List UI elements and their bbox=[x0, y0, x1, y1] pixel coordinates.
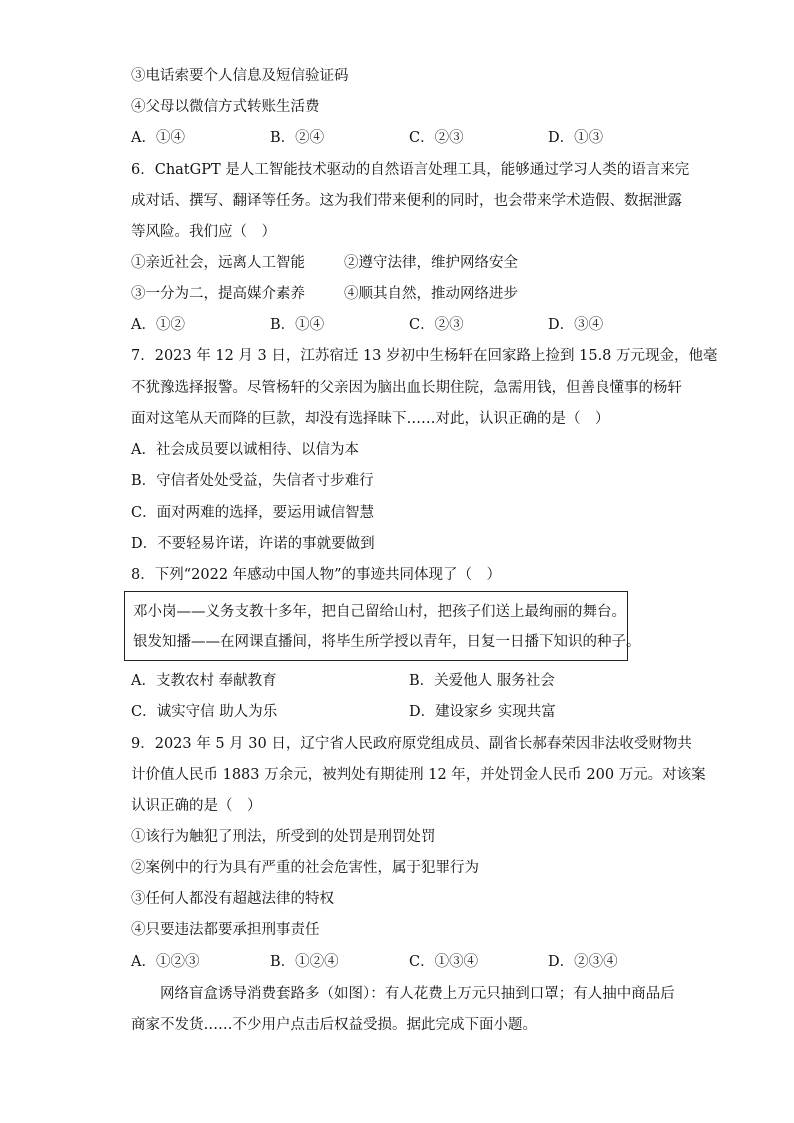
q9-option-a: A．①②③ bbox=[131, 954, 200, 970]
q6-stem-line-1: 6．ChatGPT 是人工智能技术驱动的自然语言处理工具，能够通过学习人类的语言来完 bbox=[131, 162, 690, 178]
q5-option-b: B．②④ bbox=[270, 130, 325, 146]
q9-item-2: ②案例中的行为具有严重的社会危害性，属于犯罪行为 bbox=[131, 860, 479, 876]
q8-box-line-2: 银发知播——在网课直播间，将毕生所学授以青年，日复一日播下知识的种子。 bbox=[133, 634, 641, 650]
q6-stem-line-2: 成对话、撰写、翻译等任务。这为我们带来便利的同时，也会带来学术造假、数据泄露 bbox=[131, 193, 682, 209]
q9-item-3: ③任何人都没有超越法律的特权 bbox=[131, 891, 334, 907]
q5-item-3: ③电话索要个人信息及短信验证码 bbox=[131, 68, 349, 84]
q6-option-a: A．①② bbox=[131, 317, 185, 333]
q5-item-4: ④父母以微信方式转账生活费 bbox=[131, 99, 320, 115]
q6-stem-line-3: 等风险。我们应（ ） bbox=[131, 224, 276, 240]
q6-item-1: ①亲近社会，远离人工智能 bbox=[131, 255, 305, 271]
q9-item-4: ④只要违法都要承担刑事责任 bbox=[131, 922, 320, 938]
q8-option-c: C．诚实守信 助人为乐 bbox=[131, 704, 278, 720]
q9-option-c: C．①③④ bbox=[409, 954, 479, 970]
q7-option-b: B．守信者处处受益，失信者寸步难行 bbox=[131, 473, 374, 489]
q8-option-d: D．建设家乡 实现共富 bbox=[409, 704, 556, 720]
q9-option-d: D．②③④ bbox=[548, 954, 618, 970]
q8-box-line-1: 邓小岗——义务支教十多年，把自己留给山村，把孩子们送上最绚丽的舞台。 bbox=[133, 604, 626, 620]
q8-material-box bbox=[124, 591, 641, 661]
q6-option-d: D．③④ bbox=[548, 317, 604, 333]
q7-stem-line-1: 7．2023 年 12 月 3 日，江苏宿迁 13 岁初中生杨轩在回家路上捡到 15.8 万元现金，他毫 bbox=[131, 348, 718, 364]
q8-option-b: B．关爱他人 服务社会 bbox=[409, 673, 555, 689]
q9-stem-line-1: 9．2023 年 5 月 30 日，辽宁省人民政府原党组成员、副省长郝春荣因非法收受财物共 bbox=[131, 736, 692, 752]
q7-stem-line-2: 不犹豫选择报警。尽管杨轩的父亲因为脑出血长期住院，急需用钱，但善良懂事的杨轩 bbox=[131, 380, 682, 396]
q5-option-d: D．①③ bbox=[548, 130, 604, 146]
material-line-1: 网络盲盒诱导消费套路多（如图）：有人花费上万元只抽到口罩；有人抽中商品后 bbox=[131, 986, 675, 1002]
q7-stem-line-3: 面对这笔从天而降的巨款，却没有选择昧下……对此，认识正确的是（ ） bbox=[131, 411, 610, 427]
q7-option-d: D．不要轻易许诺，许诺的事就要做到 bbox=[131, 536, 375, 552]
q6-option-b: B．①④ bbox=[270, 317, 325, 333]
q6-item-2: ②遵守法律，维护网络安全 bbox=[344, 255, 518, 271]
q6-option-c: C．②③ bbox=[409, 317, 464, 333]
q5-option-a: A．①④ bbox=[131, 130, 185, 146]
q9-stem-line-2: 计价值人民币 1883 万余元，被判处有期徒刑 12 年，并处罚金人民币 200 万元。对该案 bbox=[131, 767, 706, 783]
q9-option-b: B．①②④ bbox=[270, 954, 339, 970]
q9-stem-line-3: 认识正确的是（ ） bbox=[131, 798, 262, 814]
q6-item-3: ③一分为二，提高媒介素养 bbox=[131, 286, 305, 302]
q7-option-c: C．面对两难的选择，要运用诚信智慧 bbox=[131, 505, 375, 521]
q5-option-c: C．②③ bbox=[409, 130, 464, 146]
q8-option-a: A．支教农村 奉献教育 bbox=[131, 673, 277, 689]
q8-stem: 8．下列“2022 年感动中国人物”的事迹共同体现了（ ） bbox=[131, 567, 502, 583]
q9-item-1: ①该行为触犯了刑法，所受到的处罚是刑罚处罚 bbox=[131, 829, 436, 845]
material-line-2: 商家不发货……不少用户点击后权益受损。据此完成下面小题。 bbox=[131, 1017, 537, 1033]
q6-item-4: ④顺其自然，推动网络进步 bbox=[344, 286, 518, 302]
q7-option-a: A．社会成员要以诚相待、以信为本 bbox=[131, 442, 359, 458]
